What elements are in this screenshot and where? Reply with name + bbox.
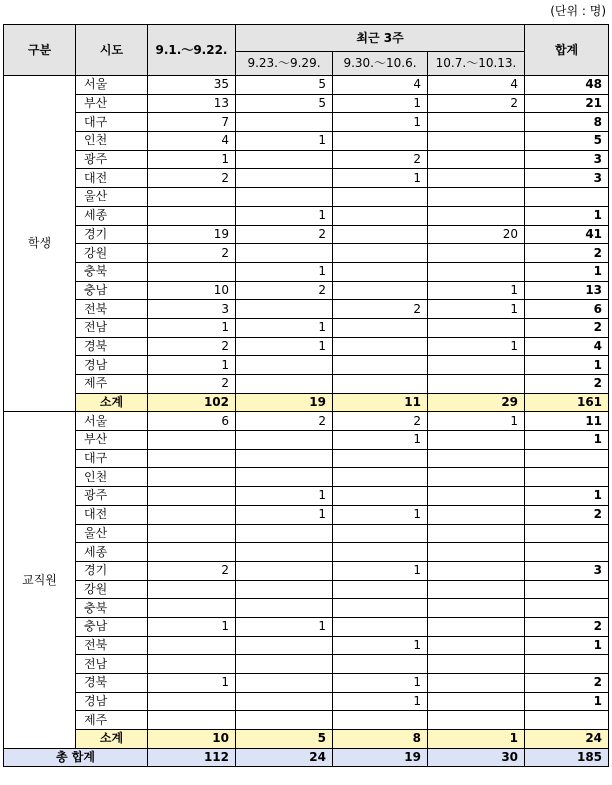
region-cell: 경기 <box>76 561 148 580</box>
row-total-cell <box>525 580 609 599</box>
value-cell-w1 <box>236 524 333 543</box>
table-row <box>4 468 609 487</box>
value-cell-w2: 1 <box>333 692 428 711</box>
table-row <box>4 356 609 375</box>
value-cell-p1 <box>148 692 236 711</box>
value-cell-p1: 13 <box>148 94 236 113</box>
value-cell-w3: 1 <box>428 281 525 300</box>
row-total-cell: 1 <box>525 692 609 711</box>
region-cell: 전북 <box>76 300 148 319</box>
value-cell-p1 <box>148 580 236 599</box>
table-row <box>4 206 609 225</box>
unit-label: (단위 : 명) <box>550 4 606 18</box>
row-total-cell: 1 <box>525 206 609 225</box>
value-cell-p1 <box>148 487 236 506</box>
value-cell-w1 <box>236 188 333 207</box>
table-row <box>4 262 609 281</box>
value-cell-p1 <box>148 543 236 562</box>
value-cell-w1 <box>236 543 333 562</box>
value-cell-w1 <box>236 169 333 188</box>
region-cell: 인천 <box>76 468 148 487</box>
value-cell-w1 <box>236 431 333 450</box>
value-cell-w2 <box>333 225 428 244</box>
region-cell: 전남 <box>76 318 148 337</box>
value-cell-w1 <box>236 244 333 263</box>
row-total-cell: 11 <box>525 412 609 431</box>
row-total-cell: 48 <box>525 76 609 95</box>
value-cell-w3 <box>428 561 525 580</box>
value-cell-w2 <box>333 617 428 636</box>
value-cell-w1: 1 <box>236 262 333 281</box>
row-total-cell: 1 <box>525 487 609 506</box>
value-cell-w2 <box>333 318 428 337</box>
value-cell-w1 <box>236 356 333 375</box>
header-week1: 9.23.～9.29. <box>236 52 333 76</box>
value-cell-w2 <box>333 580 428 599</box>
subtotal-cell-p1: 102 <box>148 393 236 412</box>
value-cell-w1 <box>236 711 333 730</box>
value-cell-w3: 2 <box>428 94 525 113</box>
value-cell-w1 <box>236 655 333 674</box>
value-cell-w2: 1 <box>333 505 428 524</box>
value-cell-p1: 6 <box>148 412 236 431</box>
group-label: 학생 <box>4 76 76 412</box>
value-cell-p1: 1 <box>148 674 236 693</box>
value-cell-w1: 1 <box>236 505 333 524</box>
value-cell-w2: 1 <box>333 431 428 450</box>
table-row <box>4 300 609 319</box>
row-total-cell: 1 <box>525 262 609 281</box>
value-cell-w2 <box>333 449 428 468</box>
row-total-cell <box>525 655 609 674</box>
region-cell: 제주 <box>76 711 148 730</box>
value-cell-w1 <box>236 674 333 693</box>
table-row <box>4 449 609 468</box>
table-row <box>4 225 609 244</box>
value-cell-w3 <box>428 431 525 450</box>
value-cell-w1 <box>236 468 333 487</box>
region-cell: 전남 <box>76 655 148 674</box>
table-row <box>4 692 609 711</box>
value-cell-p1 <box>148 206 236 225</box>
value-cell-w2 <box>333 281 428 300</box>
value-cell-p1: 7 <box>148 113 236 132</box>
region-cell: 경남 <box>76 692 148 711</box>
row-total-cell: 2 <box>525 674 609 693</box>
value-cell-w2: 1 <box>333 636 428 655</box>
header-recent-3-weeks: 최근 3주 <box>236 25 525 52</box>
value-cell-w3 <box>428 113 525 132</box>
value-cell-w1: 1 <box>236 206 333 225</box>
row-total-cell: 2 <box>525 617 609 636</box>
value-cell-w1 <box>236 113 333 132</box>
region-cell: 충남 <box>76 281 148 300</box>
grand-total-row <box>4 748 609 767</box>
value-cell-w3 <box>428 244 525 263</box>
value-cell-p1: 2 <box>148 375 236 394</box>
subtotal-cell-w1: 19 <box>236 393 333 412</box>
table-row <box>4 599 609 618</box>
value-cell-w2: 1 <box>333 674 428 693</box>
row-total-cell <box>525 543 609 562</box>
value-cell-w2: 2 <box>333 412 428 431</box>
region-cell: 경남 <box>76 356 148 375</box>
value-cell-w2 <box>333 337 428 356</box>
value-cell-w3 <box>428 169 525 188</box>
region-cell: 인천 <box>76 132 148 151</box>
region-cell: 세종 <box>76 206 148 225</box>
value-cell-w1: 1 <box>236 318 333 337</box>
value-cell-w3 <box>428 132 525 151</box>
header-region: 시도 <box>76 25 148 76</box>
header-total: 합계 <box>525 25 609 76</box>
subtotal-row <box>4 393 609 412</box>
value-cell-p1 <box>148 524 236 543</box>
value-cell-w1: 5 <box>236 94 333 113</box>
value-cell-w3: 1 <box>428 412 525 431</box>
header-week2: 9.30.～10.6. <box>333 52 428 76</box>
value-cell-w3: 4 <box>428 76 525 95</box>
table-row <box>4 487 609 506</box>
region-cell: 전북 <box>76 636 148 655</box>
table-row <box>4 543 609 562</box>
table-row <box>4 188 609 207</box>
header-period1: 9.1.～9.22. <box>148 25 236 76</box>
value-cell-p1: 1 <box>148 617 236 636</box>
value-cell-w1 <box>236 300 333 319</box>
value-cell-w2: 1 <box>333 113 428 132</box>
value-cell-w1: 1 <box>236 487 333 506</box>
subtotal-total-cell: 24 <box>525 730 609 749</box>
value-cell-w1 <box>236 692 333 711</box>
value-cell-w2 <box>333 543 428 562</box>
row-total-cell <box>525 449 609 468</box>
row-total-cell: 2 <box>525 244 609 263</box>
value-cell-w3: 1 <box>428 300 525 319</box>
value-cell-w3 <box>428 318 525 337</box>
value-cell-w3 <box>428 262 525 281</box>
grand-total-cell-w1: 24 <box>236 748 333 767</box>
value-cell-w3 <box>428 636 525 655</box>
value-cell-w1 <box>236 636 333 655</box>
row-total-cell: 3 <box>525 169 609 188</box>
table-row <box>4 375 609 394</box>
row-total-cell: 1 <box>525 431 609 450</box>
table-row <box>4 505 609 524</box>
row-total-cell <box>525 711 609 730</box>
header-week3: 10.7.～10.13. <box>428 52 525 76</box>
row-total-cell: 13 <box>525 281 609 300</box>
row-total-cell <box>525 599 609 618</box>
value-cell-w3 <box>428 692 525 711</box>
grand-total-cell-w2: 19 <box>333 748 428 767</box>
value-cell-w2 <box>333 655 428 674</box>
region-cell: 강원 <box>76 580 148 599</box>
region-cell: 대구 <box>76 449 148 468</box>
value-cell-w3 <box>428 150 525 169</box>
value-cell-w1 <box>236 599 333 618</box>
value-cell-w2: 4 <box>333 76 428 95</box>
value-cell-w1: 1 <box>236 617 333 636</box>
value-cell-p1: 2 <box>148 561 236 580</box>
value-cell-w3: 1 <box>428 337 525 356</box>
value-cell-w3 <box>428 468 525 487</box>
row-total-cell: 1 <box>525 636 609 655</box>
table-row <box>4 76 609 95</box>
value-cell-w3 <box>428 599 525 618</box>
group-label: 교직원 <box>4 412 76 748</box>
region-cell: 광주 <box>76 487 148 506</box>
row-total-cell: 3 <box>525 150 609 169</box>
value-cell-p1 <box>148 262 236 281</box>
table-row <box>4 617 609 636</box>
value-cell-p1: 19 <box>148 225 236 244</box>
table-row <box>4 431 609 450</box>
value-cell-w3 <box>428 674 525 693</box>
value-cell-w2 <box>333 188 428 207</box>
table-row <box>4 412 609 431</box>
value-cell-w2 <box>333 524 428 543</box>
value-cell-w2: 1 <box>333 561 428 580</box>
value-cell-w3 <box>428 487 525 506</box>
value-cell-w2 <box>333 244 428 263</box>
region-cell: 충북 <box>76 599 148 618</box>
subtotal-label: 소계 <box>76 730 148 749</box>
region-cell: 충북 <box>76 262 148 281</box>
region-cell: 광주 <box>76 150 148 169</box>
value-cell-w3 <box>428 617 525 636</box>
value-cell-p1: 1 <box>148 318 236 337</box>
table-row <box>4 561 609 580</box>
value-cell-p1: 2 <box>148 244 236 263</box>
grand-total-label: 총 합계 <box>4 748 148 767</box>
value-cell-w3 <box>428 449 525 468</box>
region-cell: 충남 <box>76 617 148 636</box>
value-cell-w2: 1 <box>333 94 428 113</box>
infection-table <box>3 24 609 767</box>
row-total-cell: 21 <box>525 94 609 113</box>
region-cell: 강원 <box>76 244 148 263</box>
table-row <box>4 524 609 543</box>
value-cell-w1 <box>236 580 333 599</box>
region-cell: 대전 <box>76 505 148 524</box>
value-cell-w1: 1 <box>236 132 333 151</box>
region-cell: 제주 <box>76 375 148 394</box>
value-cell-p1: 4 <box>148 132 236 151</box>
value-cell-w1 <box>236 375 333 394</box>
value-cell-w2: 1 <box>333 169 428 188</box>
region-cell: 부산 <box>76 431 148 450</box>
value-cell-p1 <box>148 599 236 618</box>
value-cell-w3 <box>428 524 525 543</box>
table-row <box>4 674 609 693</box>
row-total-cell: 4 <box>525 337 609 356</box>
grand-total-cell-w3: 30 <box>428 748 525 767</box>
value-cell-w2 <box>333 599 428 618</box>
value-cell-p1 <box>148 655 236 674</box>
value-cell-w3 <box>428 505 525 524</box>
value-cell-p1 <box>148 505 236 524</box>
row-total-cell: 2 <box>525 505 609 524</box>
row-total-cell: 41 <box>525 225 609 244</box>
table-body <box>4 76 609 767</box>
value-cell-w3 <box>428 580 525 599</box>
value-cell-w3 <box>428 356 525 375</box>
value-cell-w3: 20 <box>428 225 525 244</box>
table-row <box>4 711 609 730</box>
value-cell-w3 <box>428 375 525 394</box>
table-row <box>4 281 609 300</box>
value-cell-p1 <box>148 468 236 487</box>
subtotal-cell-w2: 11 <box>333 393 428 412</box>
region-cell: 서울 <box>76 76 148 95</box>
row-total-cell <box>525 188 609 207</box>
table-row <box>4 337 609 356</box>
value-cell-w1: 2 <box>236 225 333 244</box>
value-cell-p1 <box>148 188 236 207</box>
subtotal-row <box>4 730 609 749</box>
value-cell-w2 <box>333 487 428 506</box>
value-cell-p1: 35 <box>148 76 236 95</box>
row-total-cell: 2 <box>525 375 609 394</box>
value-cell-p1: 2 <box>148 337 236 356</box>
table-row <box>4 318 609 337</box>
table-row <box>4 150 609 169</box>
row-total-cell: 8 <box>525 113 609 132</box>
value-cell-w1 <box>236 449 333 468</box>
table-row <box>4 655 609 674</box>
value-cell-p1: 10 <box>148 281 236 300</box>
table-row <box>4 169 609 188</box>
value-cell-p1: 2 <box>148 169 236 188</box>
value-cell-w2: 2 <box>333 150 428 169</box>
value-cell-w3 <box>428 655 525 674</box>
value-cell-w2 <box>333 356 428 375</box>
value-cell-w3 <box>428 188 525 207</box>
row-total-cell: 1 <box>525 356 609 375</box>
table-row <box>4 636 609 655</box>
subtotal-cell-p1: 10 <box>148 730 236 749</box>
region-cell: 경북 <box>76 674 148 693</box>
table-row <box>4 113 609 132</box>
row-total-cell <box>525 524 609 543</box>
grand-total-cell-p1: 112 <box>148 748 236 767</box>
table-row <box>4 132 609 151</box>
subtotal-label: 소계 <box>76 393 148 412</box>
table-row <box>4 94 609 113</box>
region-cell: 울산 <box>76 524 148 543</box>
value-cell-w2 <box>333 206 428 225</box>
value-cell-w2 <box>333 375 428 394</box>
subtotal-total-cell: 161 <box>525 393 609 412</box>
region-cell: 경기 <box>76 225 148 244</box>
value-cell-p1: 1 <box>148 150 236 169</box>
value-cell-w2 <box>333 468 428 487</box>
subtotal-cell-w1: 5 <box>236 730 333 749</box>
value-cell-w2 <box>333 132 428 151</box>
row-total-cell: 2 <box>525 318 609 337</box>
value-cell-w2 <box>333 262 428 281</box>
row-total-cell: 6 <box>525 300 609 319</box>
header-category: 구분 <box>4 25 76 76</box>
region-cell: 대구 <box>76 113 148 132</box>
value-cell-w1: 2 <box>236 412 333 431</box>
value-cell-w1: 2 <box>236 281 333 300</box>
value-cell-p1: 1 <box>148 356 236 375</box>
value-cell-p1 <box>148 711 236 730</box>
region-cell: 울산 <box>76 188 148 207</box>
value-cell-p1 <box>148 431 236 450</box>
value-cell-p1 <box>148 636 236 655</box>
value-cell-w2: 2 <box>333 300 428 319</box>
table-row <box>4 580 609 599</box>
region-cell: 대전 <box>76 169 148 188</box>
region-cell: 경북 <box>76 337 148 356</box>
value-cell-w2 <box>333 711 428 730</box>
grand-total-sum-cell: 185 <box>525 748 609 767</box>
value-cell-w1: 5 <box>236 76 333 95</box>
row-total-cell: 3 <box>525 561 609 580</box>
value-cell-w3 <box>428 711 525 730</box>
row-total-cell <box>525 468 609 487</box>
value-cell-w1 <box>236 561 333 580</box>
table-row <box>4 244 609 263</box>
subtotal-cell-w3: 29 <box>428 393 525 412</box>
region-cell: 서울 <box>76 412 148 431</box>
region-cell: 세종 <box>76 543 148 562</box>
value-cell-w1: 1 <box>236 337 333 356</box>
row-total-cell: 5 <box>525 132 609 151</box>
value-cell-p1 <box>148 449 236 468</box>
subtotal-cell-w2: 8 <box>333 730 428 749</box>
region-cell: 부산 <box>76 94 148 113</box>
value-cell-w3 <box>428 543 525 562</box>
value-cell-w3 <box>428 206 525 225</box>
value-cell-w1 <box>236 150 333 169</box>
subtotal-cell-w3: 1 <box>428 730 525 749</box>
value-cell-p1: 3 <box>148 300 236 319</box>
